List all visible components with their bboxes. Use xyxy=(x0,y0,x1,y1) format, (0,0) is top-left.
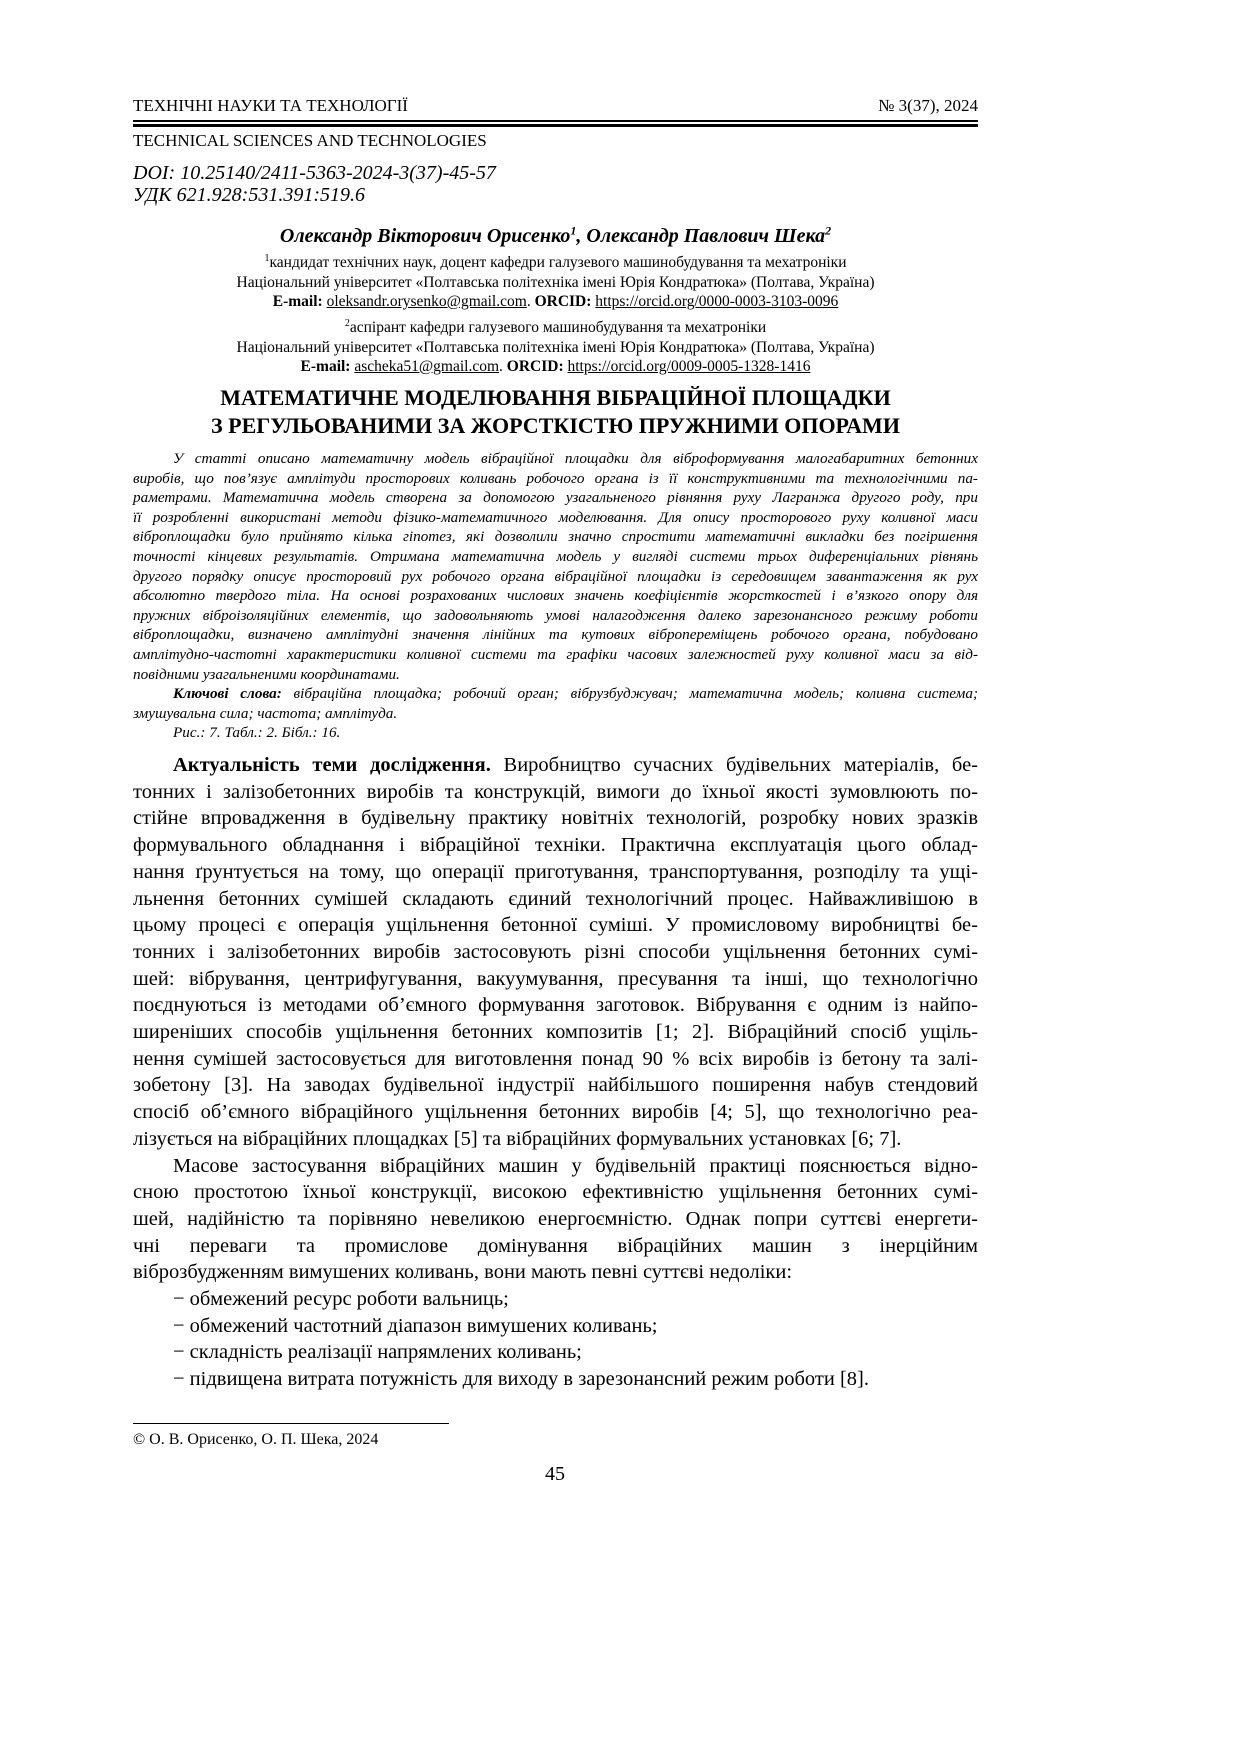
aff-position: аспірант кафедри галузевого машинобудування та мехатроніки xyxy=(349,319,767,336)
abstract-line: виробів, що пов’язує амплітуди просторових коливань робочого органа із її конструктивними та технологічними па- xyxy=(133,469,978,487)
orcid-label: ORCID: xyxy=(506,358,564,375)
orcid-link[interactable]: https://orcid.org/0000-0003-3103-0096 xyxy=(595,293,839,310)
abstract-line: пружних віброізоляційних елементів, що задовольняють умові налагодження далеко зарезонансного режиму роботи xyxy=(133,606,978,624)
abstract-line: повідними узагальненими координатами. xyxy=(133,665,400,683)
abstract-line: її розробленні використані методи фізико-математичного моделювання. Для опису просторового руху коливної маси xyxy=(133,508,978,526)
journal-title-ua: ТЕХНІЧНІ НАУКИ ТА ТЕХНОЛОГІЇ xyxy=(133,96,408,115)
section-heading: Актуальність теми дослідження. xyxy=(173,754,491,776)
author-2-sup: 2 xyxy=(825,223,832,238)
abstract-line: точності кінцевих результатів. Отримана математична модель у вигляді системи трьох диференціальних рівнянь xyxy=(133,547,978,565)
abstract-line: амплітудно-частотні характеристики коливної системи та графіки часових залежностей руху коливної маси за від- xyxy=(133,645,978,663)
identifiers xyxy=(133,162,496,206)
author-1: Олександр Вікторович Орисенко xyxy=(279,225,571,247)
email-link[interactable]: ascheka51@gmail.com xyxy=(354,358,500,375)
running-header xyxy=(133,96,978,116)
body-line: сною простотою їхньої конструкції, високою ефективністю ущільнення бетонних сумі- xyxy=(133,1181,978,1204)
keywords-text: вібраційна площадка; робочий орган; вібрузбуджувач; математична модель; коливна система; xyxy=(281,685,979,703)
body-line: цьому процесі є операція ущільнення бетонної суміші. У промисловому виробництві бе- xyxy=(133,914,978,937)
list-item: − обмежений частотний діапазон вимушених коливань; xyxy=(173,1314,658,1337)
body-line: льнення бетонних сумішей складають єдиний технологічний процес. Найважливішою в xyxy=(133,887,978,910)
abstract xyxy=(133,449,978,743)
email-link[interactable]: oleksandr.orysenko@gmail.com xyxy=(326,293,527,310)
body-line: поєднуються із методами об’ємного формування заготовок. Вібрування є одним із найпо- xyxy=(133,994,978,1017)
body-line: ширеніших способів ущільнення бетонних композитів [1; 2]. Вібраційний спосіб ущіль- xyxy=(133,1021,978,1044)
article-body xyxy=(133,752,978,1393)
body-line: зобетону [3]. На заводах будівельної індустрії найбільшого поширення набув стендовий xyxy=(133,1074,978,1097)
journal-title-en: TECHNICAL SCIENCES AND TECHNOLOGIES xyxy=(133,131,487,150)
email-label: E-mail: xyxy=(300,358,351,375)
keywords-line-2: змушувальна сила; частота; амплітуда. xyxy=(133,704,398,722)
body-line: шей, надійністю та порівняно невеликою енергоємністю. Однак попри суттєві енергети- xyxy=(133,1207,978,1230)
body-line: шей: вібрування, центрифугування, вакуумування, пресування та інші, що технологічно xyxy=(133,967,978,990)
article-title xyxy=(133,384,978,440)
body-line: чні переваги та промислове домінування вібраційних машин з інерційним xyxy=(133,1234,978,1257)
title-line: МАТЕМАТИЧНЕ МОДЕЛЮВАННЯ ВІБРАЦІЙНОЇ ПЛОЩАДКИ xyxy=(220,385,891,410)
abstract-line: віброплощадки було прийнято кілька гіпотез, які дозволили значно спростити математичні викладки без погіршення xyxy=(133,528,978,546)
article-stats: Рис.: 7. Табл.: 2. Бібл.: 16. xyxy=(173,724,341,742)
doi: DOI: 10.25140/2411-5363-2024-3(37)-45-57 xyxy=(133,162,496,184)
title-line: З РЕГУЛЬОВАНИМИ ЗА ЖОРСТКІСТЮ ПРУЖНИМИ ОПОРАМИ xyxy=(211,413,900,438)
aff-position: кандидат технічних наук, доцент кафедри галузевого машинобудування та мехатроніки xyxy=(269,254,847,271)
body-line: нання ґрунтується на тому, що операції приготування, транспортування, розподілу та ущі- xyxy=(133,860,978,883)
header-rule-thick xyxy=(133,124,978,127)
udc: УДК 621.928:531.391:519.6 xyxy=(133,184,365,206)
body-line: стійне впровадження в будівельну практику новітніх технологій, розробку нових зразків xyxy=(133,807,978,830)
keywords-line-1 xyxy=(133,684,978,704)
header-rule-thin xyxy=(133,120,978,122)
affiliation-1: $^1$кандидат технічних наук, доцент кафедри галузевого машинобудування та мехатроніки Національний університет «Полтавська політехніка імені Юрія Кондратюка» (Полтава, Україна) E-mail: oleksandr.orysenko@gmail.com. ORCID: https://orcid.org/0000-0003-3103-0096 xyxy=(133,253,978,312)
author-1-sup: 1 xyxy=(570,223,577,238)
body-line: спосіб об’ємного вібраційного ущільнення бетонних виробів [4; 5], що технологічно реа- xyxy=(133,1101,978,1124)
orcid-link[interactable]: https://orcid.org/0009-0005-1328-1416 xyxy=(567,358,811,375)
list-item: − підвищена витрата потужність для виходу в зарезонансний режим роботи [8]. xyxy=(173,1368,869,1391)
body-text: Виробництво сучасних будівельних матеріалів, бе- xyxy=(490,754,978,776)
copyright-footnote: © О. В. Орисенко, О. П. Шека, 2024 xyxy=(133,1431,379,1448)
abstract-line: раметрами. Математична модель створена за допомогою узагальненого рівняння руху Лагранжа другого роду, при xyxy=(133,489,978,507)
page-number: 45 xyxy=(545,1463,565,1485)
keywords-label: Ключові слова: xyxy=(173,685,282,703)
email-label: E-mail: xyxy=(272,293,323,310)
issue-number: № 3(37), 2024 xyxy=(878,96,978,115)
abstract-line: другого порядку описує просторовий рух робочого органа вібраційної площадки із середовищем завантаження як рух xyxy=(133,567,978,585)
body-line: нення сумішей застосовується для виготовлення понад 90 % всіх виробів із бетону та залі- xyxy=(133,1047,978,1070)
body-line: Масове застосування вібраційних машин у будівельній практиці пояснюється відно- xyxy=(173,1154,978,1177)
aff-university: Національний університет «Полтавська політехніка імені Юрія Кондратюка» (Полтава, Україна) xyxy=(236,273,875,291)
body-line: формувального обладнання і вібраційної техніки. Практична експлуатація цього облад- xyxy=(133,834,978,857)
body-line: тонних і залізобетонних виробів застосовують різні способи ущільнення бетонних сумі- xyxy=(133,940,978,963)
author-2: Олександр Павлович Шека xyxy=(586,225,826,247)
author-separator: , xyxy=(576,225,587,247)
list-item: − обмежений ресурс роботи вальниць; xyxy=(173,1288,509,1311)
aff-sup: 1 xyxy=(264,252,270,264)
aff-sup: 2 xyxy=(344,317,350,329)
aff-university: Національний університет «Полтавська політехніка імені Юрія Кондратюка» (Полтава, Україна) xyxy=(236,338,875,356)
footnote-rule xyxy=(133,1423,449,1424)
body-line: тонних і залізобетонних виробів та конструкцій, вимоги до їхньої якості зумовлюють по- xyxy=(133,780,978,803)
orcid-label: ORCID: xyxy=(534,293,592,310)
abstract-line: абсолютно твердого тіла. На основі розрахованих числових значень коефіцієнтів жорсткостей і в’язкого опору для xyxy=(133,587,978,605)
affiliation-2: $^2$аспірант кафедри галузевого машинобудування та мехатроніки Національний університет «Полтавська політехніка імені Юрія Кондратюка» (Полтава, Україна) E-mail: ascheka51@gmail.com. ORCID: https://orcid.org/0009-0005-1328-1416 xyxy=(133,318,978,377)
authors xyxy=(133,224,978,248)
body-line xyxy=(133,752,978,779)
abstract-line: віброплощадки, визначено амплітудні значення лінійних та кутових вібропереміщень робочого органа, побудовано xyxy=(133,626,978,644)
body-line: лізується на вібраційних площадках [5] та вібраційних формувальних установках [6; 7]. xyxy=(133,1127,902,1150)
list-item: − складність реалізації напрямлених коливань; xyxy=(173,1341,582,1364)
body-line: віброзбудженням вимушених коливань, вони мають певні суттєві недоліки: xyxy=(133,1261,793,1284)
abstract-line: У статті описано математичну модель вібраційної площадки для віброформування малогабаритних бетонних xyxy=(173,450,978,467)
